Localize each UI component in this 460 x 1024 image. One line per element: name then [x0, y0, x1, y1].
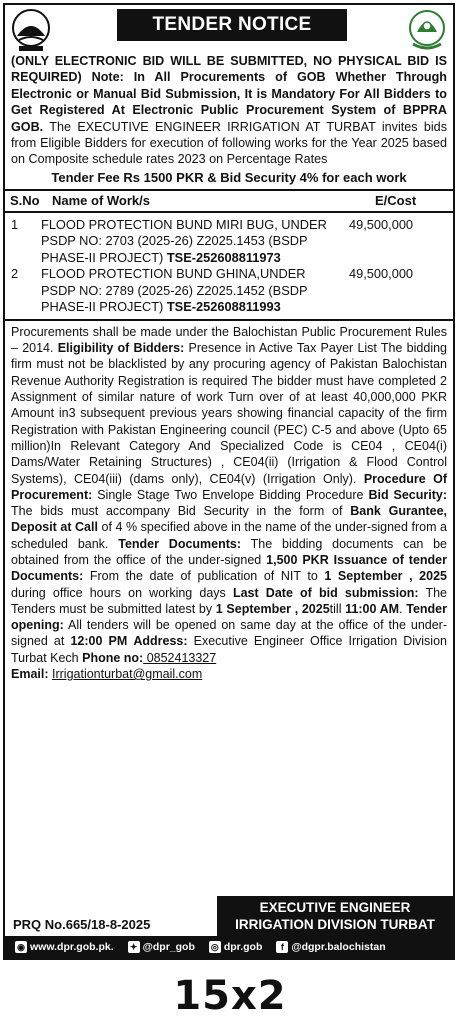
submission-date: 1 September , 2025 — [215, 601, 330, 616]
intro-bold-note: (ONLY ELECTRONIC BID WILL BE SUBMITTED, NO PHYSICAL BID IS REQUIRED) Note: In All Procurements of GOB Whether Through Electronic or Manual Bid Submission, It is Mandatory For All Bidders to Get Registered At Electronic Public Procurement System of BPPRA GOB. — [11, 54, 447, 134]
footer-link-instagram[interactable] — [209, 941, 263, 953]
prq-number: PRQ No.665/18-8-2025 — [13, 917, 151, 932]
instagram-icon: ◎ — [209, 941, 221, 953]
issuance-fee-text: 1,500 PKR Issuance of tender Documents: — [11, 553, 447, 584]
twitter-icon: ✦ — [128, 941, 140, 953]
signatory-office: IRRIGATION DIVISION TURBAT — [235, 917, 435, 932]
row-tse: TSE-252608811973 — [166, 249, 281, 265]
footer-link-text: @dpr_gob — [142, 940, 195, 953]
footer-link-text: www.dpr.gob.pk. — [30, 940, 114, 953]
row-cost: 49,500,000 — [349, 216, 414, 232]
bid-security-heading: Bid Security: — [368, 487, 447, 502]
email-label: Email: — [11, 667, 52, 682]
row-sno: 1 — [11, 216, 19, 232]
fee-line: Tender Fee Rs 1500 PKR & Bid Security 4% for each work — [51, 169, 407, 185]
footer-link-website[interactable] — [15, 941, 114, 953]
row-tse: TSE-252608811993 — [166, 299, 281, 315]
eligibility-heading: Eligibility of Bidders: — [57, 341, 185, 356]
footer-link-text: @dgpr.balochistan — [291, 940, 386, 953]
works-table-header — [5, 189, 453, 213]
col-name: Name of Work/s — [52, 192, 151, 208]
phone-number: 0852413327 — [143, 650, 217, 665]
opening-time: 12:00 PM — [70, 634, 128, 649]
table-row — [5, 217, 453, 267]
ad-size-label: 15x2 — [173, 973, 287, 1019]
row-work — [33, 266, 343, 316]
row-work — [33, 217, 343, 267]
tender-opening-heading: Tender opening: — [11, 601, 447, 633]
signature-area — [5, 890, 453, 936]
signatory-title: EXECUTIVE ENGINEER — [259, 900, 411, 915]
tender-notice-sheet — [3, 3, 455, 960]
row-cost: 49,500,000 — [349, 266, 414, 282]
works-table-body — [5, 213, 453, 321]
globe-icon: ◉ — [15, 941, 27, 953]
tender-documents-heading: Tender Documents: — [118, 536, 242, 551]
row-work-text: FLOOD PROTECTION BUND MIRI BUG, UNDER PSDP NO: 2703 (2025-26) Z2025.1453 (BSDP PHASE-II PROJECT) — [41, 216, 327, 265]
bank-guarantee-text: Bank Gurantee, Deposit at Call — [11, 504, 448, 535]
last-date-heading: Last Date of bid submission: — [232, 585, 419, 600]
row-sno: 2 — [11, 266, 19, 282]
terms-text: The Tenders must be submitted latest by — [11, 585, 447, 616]
submission-time: 11:00 AM — [345, 601, 400, 616]
email-line — [5, 666, 453, 683]
address-text: Executive Engineer Office Irrigation Division Turbat Kech — [11, 634, 447, 665]
phone-heading: Phone no: — [82, 650, 144, 665]
terms-text: during office hours on working days — [11, 585, 233, 600]
terms-text: The bidding documents can be obtained from the office of the under-signed — [11, 536, 448, 567]
notice-header — [5, 5, 453, 55]
email-address[interactable]: Irrigationturbat@gmail.com — [52, 667, 203, 682]
col-cost: E/Cost — [375, 192, 417, 208]
footer-link-text: dpr.gob — [223, 940, 263, 953]
terms-text: Single Stage Two Envelope Bidding Procedure — [92, 487, 369, 502]
government-of-balochistan-seal — [407, 8, 447, 52]
terms-text: of 4 % specified above in the name of the under-signed from a scheduled bank. — [11, 520, 447, 551]
facebook-icon: f — [276, 941, 288, 953]
terms-text: From the date of publication of NIT to — [83, 569, 325, 584]
procedure-heading: Procedure Of Procurement: — [11, 471, 447, 502]
terms-text: . — [399, 601, 407, 616]
footer-link-twitter[interactable] — [128, 941, 195, 953]
terms-text: Presence in Active Tax Payer List The bidding firm must not be blacklisted by any procuring agency of Pakistan Balochistan Revenue Authority Registration is required The bidder must have completed 2 Assignment of similar nature of work Turn over of at least 40,000,000 PKR Amount in3 subsequent previous years showing financial capacity of the firm Registration with Pakistan Engineering council (PEC) C-5 and above (Upto 65 million)In Relevant Category And Specialized Code is CE04 , CE04(i) Dams/Water Retaining Structures) , CE04(ii) (Irrigation & Flood Control Systems), CE04(iii) (dams only), CE04(v) (Irrigation Only). — [11, 341, 447, 486]
signatory-box — [217, 896, 453, 936]
terms-text: till — [329, 601, 346, 616]
intro-body: The EXECUTIVE ENGINEER IRRIGATION AT TURBAT invites bids from Eligible Bidders for execution of following works for the Year 2025 based on Composite schedule rates 2023 on Percentage Rates — [11, 119, 447, 167]
terms-text: Procurements shall be made under the Balochistan Public Procurement Rules – 2014. — [11, 324, 447, 356]
notice-title: TENDER NOTICE — [117, 9, 347, 41]
issuance-end-date: 1 September , 2025 — [324, 569, 447, 584]
irrigation-department-logo — [11, 8, 51, 52]
intro-paragraph — [5, 53, 453, 168]
col-sno: S.No — [10, 192, 40, 208]
terms-paragraph — [5, 321, 453, 666]
table-row — [5, 266, 453, 316]
terms-text: The bids must accompany Bid Security in the form of — [11, 504, 351, 519]
footer-link-facebook[interactable] — [276, 941, 385, 953]
row-work-text: FLOOD PROTECTION BUND GHINA,UNDER PSDP NO: 2789 (2025-26) Z2025.1452 (BSDP PHASE-II PROJECT) — [41, 266, 308, 315]
dpr-footer — [5, 936, 453, 958]
address-heading: Address: — [133, 634, 188, 649]
terms-text: All tenders will be opened on same day at the office of the under-signed at — [11, 618, 447, 649]
